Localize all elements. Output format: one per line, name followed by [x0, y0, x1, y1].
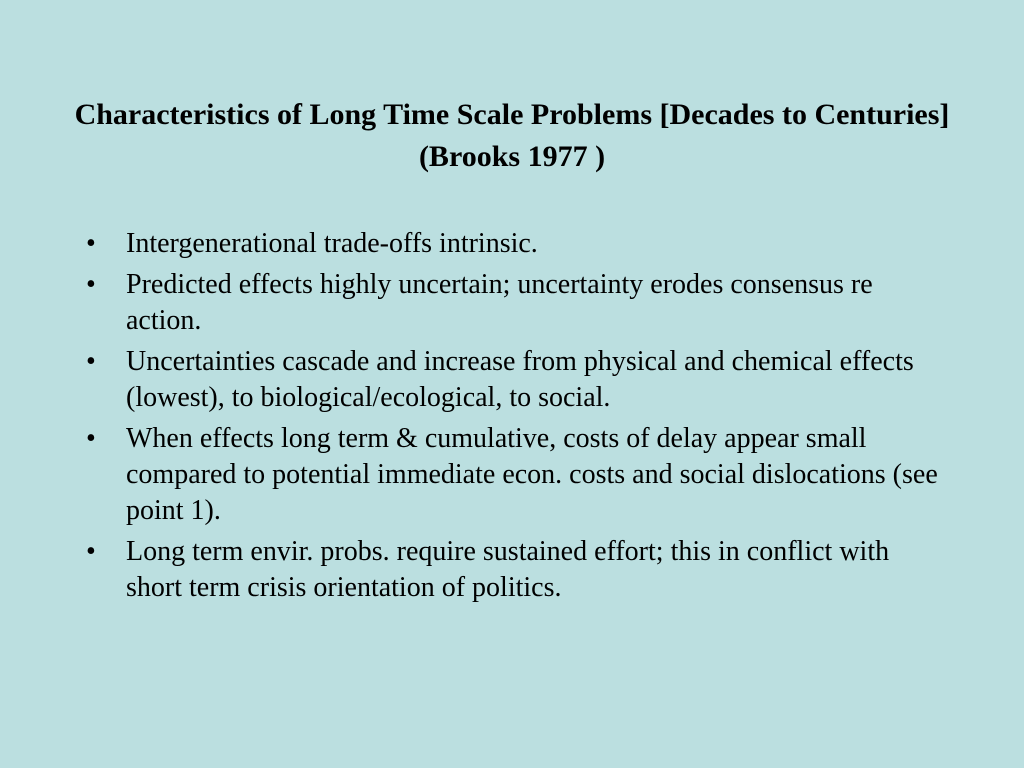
- bullet-marker: •: [86, 228, 96, 259]
- bullet-text: Uncertainties cascade and increase from physical and chemical effects (lowest), to biological/ecological, to social.: [126, 346, 914, 413]
- bullet-item-3: [84, 344, 944, 416]
- bullet-item-4: [84, 421, 944, 529]
- bullet-item-1: [84, 226, 944, 262]
- slide-title: Characteristics of Long Time Scale Problems [Decades to Centuries] (Brooks 1977 ): [74, 98, 950, 173]
- bullet-text: When effects long term & cumulative, costs of delay appear small compared to potential immediate econ. costs and social dislocations (see point 1).: [126, 423, 938, 526]
- bullet-list: [84, 226, 944, 611]
- bullet-text: Intergenerational trade-offs intrinsic.: [126, 228, 538, 259]
- bullet-text: Long term envir. probs. require sustained effort; this in conflict with short term crisis orientation of politics.: [126, 536, 890, 603]
- bullet-marker: •: [86, 269, 96, 300]
- bullet-marker: •: [86, 536, 96, 567]
- bullet-text: Predicted effects highly uncertain; uncertainty erodes consensus re action.: [126, 269, 873, 336]
- bullet-item-5: [84, 534, 944, 606]
- bullet-marker: •: [86, 423, 96, 454]
- bullet-marker: •: [86, 346, 96, 377]
- bullet-item-2: [84, 267, 944, 339]
